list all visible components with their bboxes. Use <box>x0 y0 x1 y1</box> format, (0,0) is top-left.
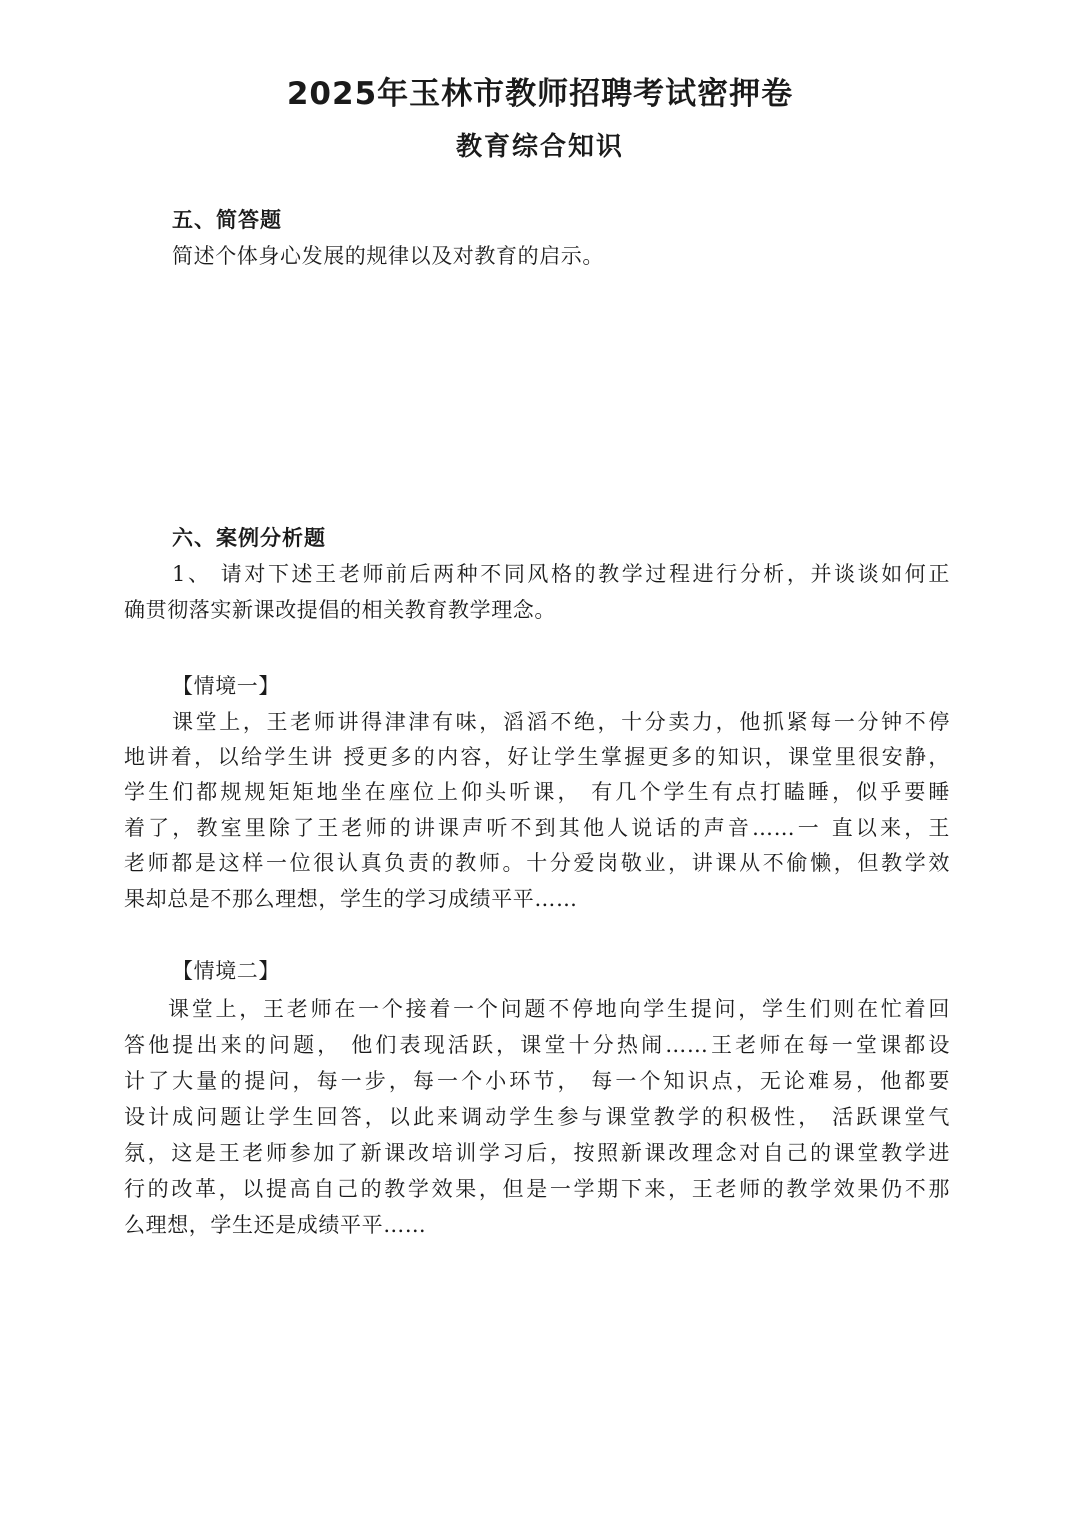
scenario-2-line: 课堂上，王老师在一个接着一个问题不停地向学生提问，学生们则在忙着回 <box>168 997 950 1021</box>
scenario-1-line: 着了，教室里除了王老师的讲课声听不到其他人说话的声音……一 直以来，王 <box>124 816 950 840</box>
scenario-2-line: 行的改革，以提高自己的教学效果，但是一学期下来，王老师的教学效果仍不那 <box>124 1177 950 1201</box>
question-1-line: 1、 请对下述王老师前后两种不同风格的教学过程进行分析，并谈谈如何正 <box>172 562 950 586</box>
scenario-1-line: 课堂上，王老师讲得津津有味，滔滔不绝，十分卖力，他抓紧每一分钟不停 <box>172 710 950 734</box>
section-5-heading: 五、简答题 <box>172 208 282 232</box>
document-subtitle: 教育综合知识 <box>455 132 624 162</box>
scenario-1-line: 学生们都规规矩矩地坐在座位上仰头听课， 有几个学生有点打瞌睡，似乎要睡 <box>124 780 950 804</box>
scenario-1-line: 地讲着，以给学生讲 授更多的内容，好让学生掌握更多的知识，课堂里很安静， <box>124 745 950 769</box>
scenario-1-label: 【情境一】 <box>172 674 280 698</box>
scenario-2-line: 设计成问题让学生回答，以此来调动学生参与课堂教学的积极性， 活跃课堂气 <box>124 1105 950 1129</box>
document-title: 2025年玉林市教师招聘考试密押卷 <box>286 76 794 112</box>
question-1-line: 确贯彻落实新课改提倡的相关教育教学理念。 <box>124 598 556 622</box>
scenario-1-line: 老师都是这样一位很认真负责的教师。十分爱岗敬业，讲课从不偷懒，但教学效 <box>124 851 950 875</box>
scenario-2-line: 么理想，学生还是成绩平平…… <box>124 1213 427 1237</box>
section-5-question: 简述个体身心发展的规律以及对教育的启示。 <box>172 244 604 268</box>
scenario-1-line: 果却总是不那么理想，学生的学习成绩平平…… <box>124 887 578 911</box>
scenario-2-line: 答他提出来的问题， 他们表现活跃，课堂十分热闹……王老师在每一堂课都设 <box>124 1033 950 1057</box>
section-6-heading: 六、案例分析题 <box>172 526 326 550</box>
scenario-2-line: 计了大量的提问，每一步，每一个小环节， 每一个知识点，无论难易，他都要 <box>124 1069 950 1093</box>
scenario-2-line: 氛，这是王老师参加了新课改培训学习后，按照新课改理念对自己的课堂教学进 <box>124 1141 950 1165</box>
scenario-2-label: 【情境二】 <box>172 959 280 983</box>
